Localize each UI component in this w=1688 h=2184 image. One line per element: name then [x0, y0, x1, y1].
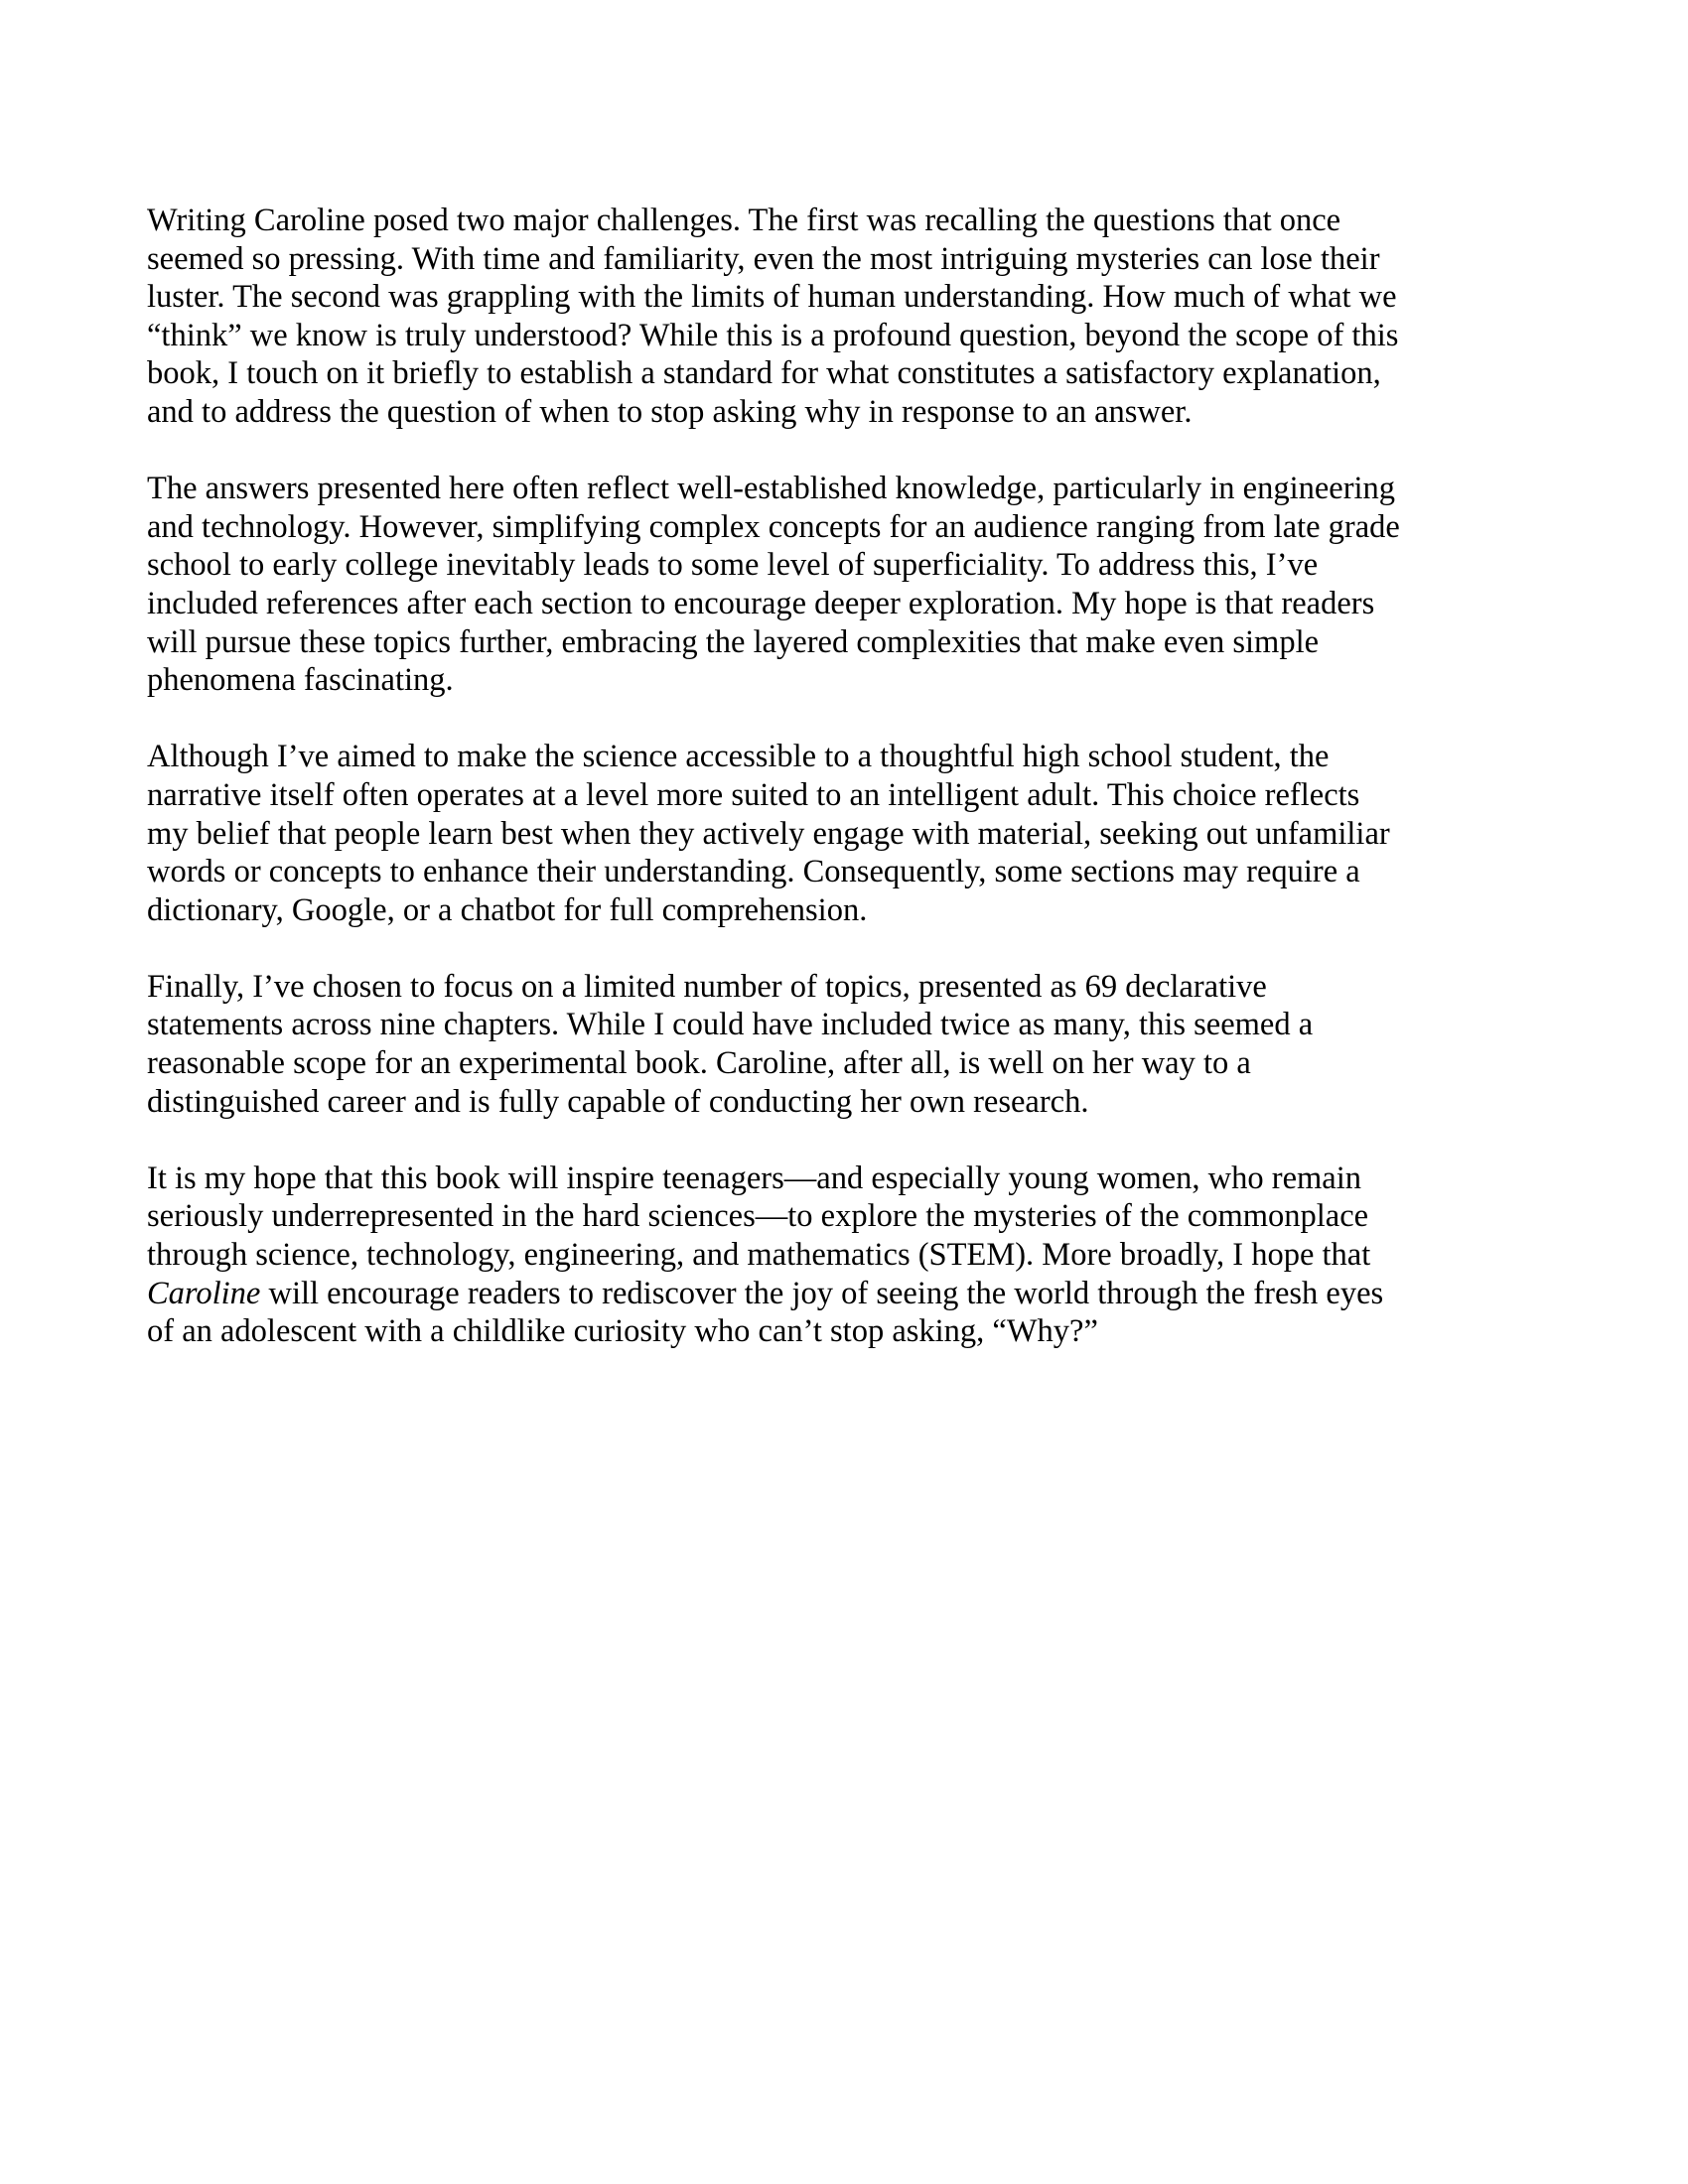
paragraph-3: [147, 738, 1507, 929]
text-line: luster. The second was grappling with the limits of human understanding. How much of what we: [147, 279, 1397, 316]
text-line: reasonable scope for an experimental book. Caroline, after all, is well on her way to a: [147, 1045, 1251, 1082]
text-line: narrative itself often operates at a level more suited to an intelligent adult. This choice reflects: [147, 776, 1360, 813]
italic-text-segment: Caroline: [147, 1275, 261, 1311]
text-line: The answers presented here often reflect well-established knowledge, particularly in engineering: [147, 471, 1396, 507]
text-line: words or concepts to enhance their understanding. Consequently, some sections may require a: [147, 854, 1360, 890]
text-line: Although I’ve aimed to make the science accessible to a thoughtful high school student, the: [147, 739, 1330, 775]
text-line: [147, 1275, 1507, 1313]
text-line: “think” we know is truly understood? While this is a profound question, beyond the scope of this: [147, 317, 1399, 353]
text-line: dictionary, Google, or a chatbot for full comprehension.: [147, 891, 868, 928]
text-line: will pursue these topics further, embracing the layered complexities that make even simple: [147, 623, 1320, 660]
text-line: seriously underrepresented in the hard sciences—to explore the mysteries of the commonplace: [147, 1198, 1369, 1235]
paragraph-2: [147, 470, 1507, 700]
text-line: and technology. However, simplifying complex concepts for an audience ranging from late grade: [147, 508, 1400, 545]
text-line: and to address the question of when to stop asking why in response to an answer.: [147, 393, 1193, 430]
text-line: of an adolescent with a childlike curiosity who can’t stop asking, “Why?”: [147, 1313, 1098, 1350]
text-line: book, I touch on it briefly to establish a standard for what constitutes a satisfactory explanation,: [147, 355, 1381, 392]
text-line: distinguished career and is fully capable of conducting her own research.: [147, 1083, 1089, 1120]
text-line: It is my hope that this book will inspire teenagers—and especially young women, who remain: [147, 1160, 1362, 1196]
paragraph-5: [147, 1160, 1507, 1351]
paragraph-4: [147, 968, 1507, 1121]
text-line: school to early college inevitably leads to some level of superficiality. To address this, I’ve: [147, 547, 1319, 584]
text-segment: will encourage readers to rediscover the joy of seeing the world through the fresh eyes: [260, 1275, 1384, 1311]
text-line: included references after each section to encourage deeper exploration. My hope is that readers: [147, 585, 1375, 621]
paragraph-1: [147, 202, 1507, 432]
text-line: Finally, I’ve chosen to focus on a limited number of topics, presented as 69 declarative: [147, 968, 1267, 1005]
text-line: through science, technology, engineering, and mathematics (STEM). More broadly, I hope that: [147, 1237, 1371, 1274]
text-line: seemed so pressing. With time and familiarity, even the most intriguing mysteries can lose their: [147, 240, 1380, 277]
document-body: [147, 202, 1507, 1351]
text-line: statements across nine chapters. While I could have included twice as many, this seemed a: [147, 1007, 1314, 1043]
text-line: my belief that people learn best when they actively engage with material, seeking out unfamiliar: [147, 815, 1390, 852]
text-line: phenomena fascinating.: [147, 662, 454, 699]
text-line: Writing Caroline posed two major challenges. The first was recalling the questions that once: [147, 203, 1341, 238]
